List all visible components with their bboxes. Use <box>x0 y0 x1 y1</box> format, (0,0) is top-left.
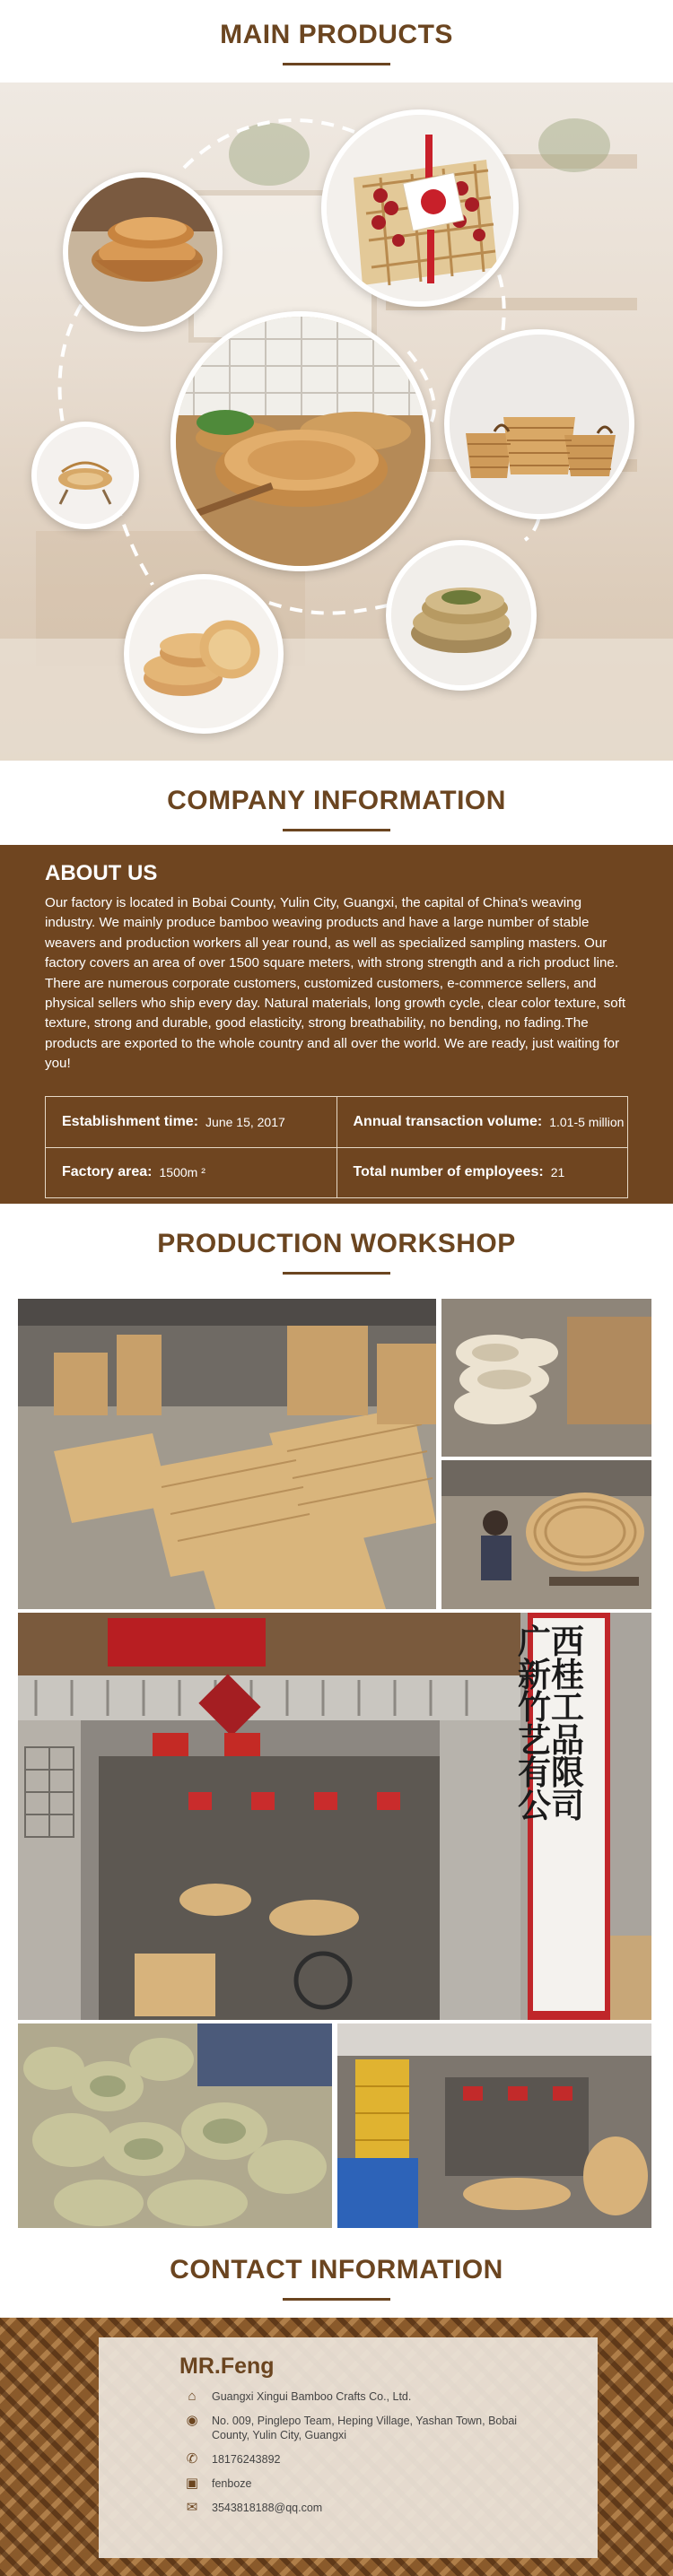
employees-value: 21 <box>550 1165 565 1180</box>
contact-woven-background <box>0 2318 673 2576</box>
contact-information-title: CONTACT INFORMATION <box>170 2255 503 2284</box>
production-workshop-section <box>0 1204 673 2228</box>
company-facts-table <box>45 1096 628 1198</box>
location-icon: ◉ <box>186 2413 198 2428</box>
production-workshop-header <box>0 1204 673 1292</box>
transaction-volume-label: Annual transaction volume: <box>353 1113 543 1129</box>
contact-information-header <box>0 2228 673 2318</box>
contact-phone[interactable]: 18176243892 <box>212 2453 281 2466</box>
factory-signboard-text: 广西新桂竹工艺品有限公司 <box>518 1622 584 1825</box>
product-basket-on-stand <box>31 422 139 529</box>
photo-workshop-shelves <box>337 2023 651 2228</box>
photo-worker-weaving <box>441 1460 651 1609</box>
about-us-heading: ABOUT US <box>45 861 158 885</box>
contact-email[interactable]: 3543818188@qq.com <box>212 2502 323 2514</box>
transaction-volume-value: 1.01-5 million <box>549 1114 625 1129</box>
contact-wechat-line <box>183 2476 598 2491</box>
product-festival-gift-basket <box>321 109 519 307</box>
contact-company-line <box>183 2389 598 2404</box>
title-underline <box>283 1272 390 1275</box>
company-information-title: COMPANY INFORMATION <box>167 786 506 815</box>
title-underline <box>283 2298 390 2301</box>
contact-name: MR.Feng <box>179 2354 275 2379</box>
factory-area-label: Factory area: <box>62 1164 153 1180</box>
product-storage-basket-set <box>444 329 634 519</box>
establishment-value: June 15, 2017 <box>205 1114 285 1129</box>
product-lidded-woven-boxes <box>124 574 284 734</box>
contact-wechat: fenboze <box>212 2477 252 2490</box>
home-icon: ⌂ <box>188 2389 197 2404</box>
factory-area-cell <box>46 1148 336 1197</box>
contact-email-line <box>183 2501 598 2515</box>
facts-row <box>46 1097 627 1147</box>
about-us-panel <box>0 845 673 1204</box>
contact-address-line <box>183 2414 598 2442</box>
chat-icon: ▣ <box>185 2476 199 2491</box>
title-underline <box>283 829 390 831</box>
contact-phone-line <box>183 2452 598 2467</box>
photo-warehouse-woven-sheets <box>18 1299 436 1609</box>
photo-stacked-baskets <box>441 1299 651 1457</box>
title-underline <box>283 63 390 65</box>
company-information-section <box>0 761 673 1204</box>
establishment-label: Establishment time: <box>62 1113 199 1129</box>
email-icon: ✉ <box>186 2500 198 2515</box>
company-information-header <box>0 761 673 845</box>
main-products-section <box>0 0 673 761</box>
products-showcase <box>0 83 673 761</box>
establishment-cell <box>46 1097 336 1147</box>
main-products-title: MAIN PRODUCTS <box>220 20 453 49</box>
employees-cell <box>336 1148 628 1197</box>
workshop-photo-grid <box>0 1292 673 2228</box>
transaction-volume-cell <box>336 1097 628 1147</box>
facts-row <box>46 1147 627 1197</box>
phone-icon: ✆ <box>186 2451 198 2467</box>
photo-weaving-material-piles <box>18 2023 332 2228</box>
contact-card <box>99 2337 598 2558</box>
contact-address: No. 009, Pinglepo Team, Heping Village, Yashan Town, Bobai County, Yulin City, Guangxi <box>212 2415 518 2441</box>
product-bamboo-sieve-trays <box>170 311 431 571</box>
contact-information-section <box>0 2228 673 2576</box>
production-workshop-title: PRODUCTION WORKSHOP <box>157 1229 516 1258</box>
product-stacked-oval-trays <box>386 540 537 691</box>
product-round-rattan-baskets <box>63 172 223 332</box>
employees-label: Total number of employees: <box>353 1164 544 1180</box>
photo-factory-entrance <box>18 1613 651 2020</box>
main-products-header <box>0 20 673 65</box>
factory-area-value: 1500m ² <box>159 1165 205 1180</box>
contact-company: Guangxi Xingui Bamboo Crafts Co., Ltd. <box>212 2390 412 2403</box>
about-us-text: Our factory is located in Bobai County, Yulin City, Guangxi, the capital of China's weaving industry. We mainly produce bamboo weaving products and have a large number of stable weavers and production workers all year round, as well as specialized sampling masters. Our factory covers an area of over 1500 square meters, with strong strength and a rich product line. There are numerous corporate customers, customized customers, e-commerce sellers, and physical sellers who ship every day. Natural materials, long growth cycle, clear color texture, soft texture, strong and durable, good elasticity, strong breathability, no bending, no fading.The products are exported to the whole country and all over the world. We are ready, just waiting for you! <box>45 895 626 1072</box>
